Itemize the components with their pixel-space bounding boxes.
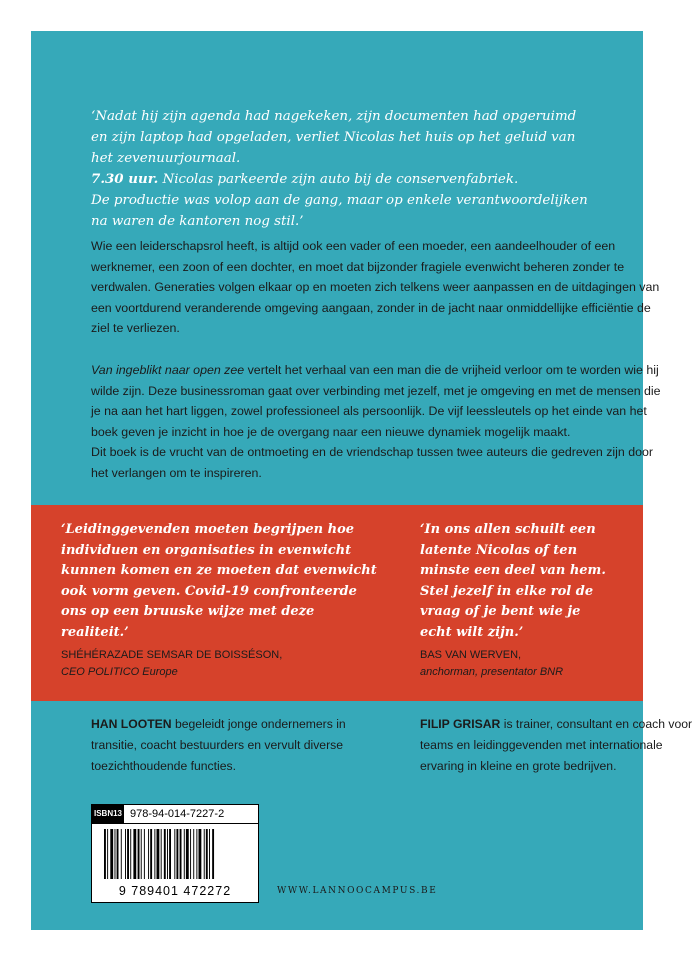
isbn-row <box>92 805 258 824</box>
publisher-website: WWW.LANNOOCAMPUS.BE <box>277 886 438 896</box>
blurb-text: vertelt het verhaal van een man die de vrijheid verloor om te worden wie hij <box>244 363 659 377</box>
barcode-bar <box>115 829 116 879</box>
barcode-bar <box>206 829 208 879</box>
author-name: FILIP GRISAR <box>420 717 501 731</box>
intro-quote-time: 7.30 uur. <box>91 171 159 187</box>
endorsement-line: vraag of je bent wie je <box>420 604 581 619</box>
endorsement-line: ook vorm geven. Covid-19 confronteerde <box>61 583 357 599</box>
author-bio-line: teams en leidinggevenden met internationale <box>420 738 663 752</box>
barcode-bar <box>121 829 122 879</box>
barcode-bar <box>150 829 152 879</box>
blurb-line: een voortdurend veranderende omgeving aangaan, zonder in de jacht naar onmiddellijke efficiëntie de <box>91 300 651 315</box>
ean-digits: 9 789401 472272 <box>118 884 232 898</box>
barcode-bar <box>176 829 178 879</box>
barcode-bar <box>169 829 171 879</box>
endorsement-quote <box>61 520 377 643</box>
blurb-line: het verlangen om te inspireren. <box>91 465 262 480</box>
endorser-name: SHÉHÉRAZADE SEMSAR DE BOISSÉSON, <box>61 649 283 661</box>
barcode-bar <box>130 829 131 879</box>
intro-quote-line: De productie was volop aan de gang, maar op enkele verantwoordelijken <box>91 193 588 208</box>
endorsement-band <box>31 505 643 701</box>
endorser-role: CEO POLITICO Europe <box>61 666 178 678</box>
intro-quote-line <box>91 169 631 190</box>
blurb-line: ziel te verliezen. <box>91 321 180 335</box>
barcode-bar <box>141 829 142 879</box>
endorsement-left <box>61 520 377 681</box>
blurb-line: boek geven je inzicht in hoe je de overgang naar een nieuwe dynamiek mogelijk maakt. <box>91 424 571 439</box>
barcode-bar <box>190 829 191 879</box>
barcode-bar <box>104 829 106 879</box>
barcode-bar <box>164 829 166 879</box>
author-bio-line: toezichthoudende functies. <box>91 759 237 773</box>
barcode-bars <box>104 829 250 887</box>
barcode-bar <box>193 829 194 879</box>
isbn-barcode <box>91 804 259 903</box>
barcode-bar <box>125 829 126 879</box>
barcode-bar <box>209 829 210 879</box>
blurb-paragraph-1 <box>91 236 660 339</box>
endorser-name: BAS VAN WERVEN, <box>420 649 522 661</box>
barcode-bar <box>117 829 119 879</box>
intro-quote-line: ‘Nadat hij zijn agenda had nagekeken, zijn documenten had opgeruimd <box>91 109 577 124</box>
author-bio-line: transitie, coacht bestuurders en vervult diverse <box>91 738 343 752</box>
blurb-paragraph-3 <box>91 442 654 483</box>
barcode-bar <box>127 829 129 879</box>
barcode-bar <box>174 829 175 879</box>
barcode-bar <box>180 829 182 879</box>
intro-quote-line: na waren de kantoren nog stil.’ <box>91 214 304 229</box>
barcode-bar <box>138 829 140 879</box>
barcode-bar <box>186 829 189 879</box>
barcode-bar <box>148 829 149 879</box>
intro-quote-line: en zijn laptop had opgeladen, verliet Nicolas het huis op het geluid van <box>91 130 576 145</box>
intro-quote-line: het zevenuurjournaal. <box>91 151 241 166</box>
endorsement-line: ‘In ons allen schuilt een <box>420 522 596 537</box>
barcode-bar <box>167 829 168 879</box>
author-bio-text: begeleidt jonge ondernemers in <box>171 717 346 731</box>
endorsement-line: individuen en organisaties in evenwicht <box>61 542 352 558</box>
endorsement-line: Stel jezelf in elke rol de <box>420 583 594 599</box>
author-bio-text: is trainer, consultant en coach voor <box>500 717 692 731</box>
endorsement-quote <box>420 520 630 643</box>
barcode-bar <box>212 829 214 879</box>
blurb-line: Wie een leiderschapsrol heeft, is altijd ook een vader of een moeder, een aandeelhouder of een <box>91 239 616 253</box>
barcode-bar <box>204 829 205 879</box>
endorsement-line: echt wilt zijn.’ <box>420 624 524 640</box>
barcode-bar <box>110 829 113 879</box>
author-bio-line <box>91 714 361 735</box>
endorsement-line: minste een deel van hem. <box>420 563 606 578</box>
endorsement-line: ‘Leidinggevenden moeten begrijpen hoe <box>61 522 355 537</box>
blurb-line: werknemer, een zoon of een dochter, en moet dat bijzonder fragiele evenwicht beheren zonder te <box>91 259 625 274</box>
blurb-line: verdwalen. Generaties volgen elkaar op en moeten zich telkens weer aanpassen en de uitdagingen van <box>91 280 660 294</box>
blurb-paragraph-2 <box>91 360 661 442</box>
barcode-bar <box>107 829 108 879</box>
intro-quote <box>91 106 631 232</box>
barcode-bar <box>144 829 145 879</box>
endorsement-line: kunnen komen en ze moeten dat evenwicht <box>61 563 377 578</box>
author-bio-left <box>91 714 361 777</box>
author-bio-line <box>420 714 692 735</box>
back-cover <box>31 31 692 930</box>
barcode-bar <box>196 829 197 879</box>
book-title: Van ingeblikt naar open zee <box>91 363 245 377</box>
barcode-bar <box>154 829 155 879</box>
author-bio-line: ervaring in kleine en grote bedrijven. <box>420 759 617 773</box>
barcode-bar <box>133 829 136 879</box>
isbn-number: 978-94-014-7227-2 <box>130 808 225 820</box>
endorsement-line: latente Nicolas of ten <box>420 542 578 558</box>
barcode-bar <box>184 829 185 879</box>
barcode-bar <box>199 829 202 879</box>
blurb-line <box>91 360 659 381</box>
endorsement-line: ons op een bruuske wijze met deze <box>61 604 315 619</box>
isbn-label: ISBN13 <box>92 805 124 823</box>
blurb-line: Dit boek is de vrucht van de ontmoeting en de vriendschap tussen twee auteurs die gedreven zijn door <box>91 445 654 459</box>
author-bio-right <box>420 714 692 777</box>
barcode-bar <box>161 829 162 879</box>
endorsement-right <box>420 520 630 681</box>
endorser-role: anchorman, presentator BNR <box>420 666 564 678</box>
blurb-line: je na aan het hart liggen, zowel professioneel als persoonlijk. De vijf leessleutels op het einde van het <box>91 404 647 418</box>
endorsement-line: realiteit.’ <box>61 624 129 640</box>
barcode-bar <box>157 829 160 879</box>
author-name: HAN LOOTEN <box>91 717 172 731</box>
blurb-line: wilde zijn. Deze businessroman gaat over verbinding met jezelf, met je omgeving en met de mensen die <box>91 383 661 398</box>
intro-quote-text: Nicolas parkeerde zijn auto bij de conservenfabriek. <box>158 172 519 187</box>
